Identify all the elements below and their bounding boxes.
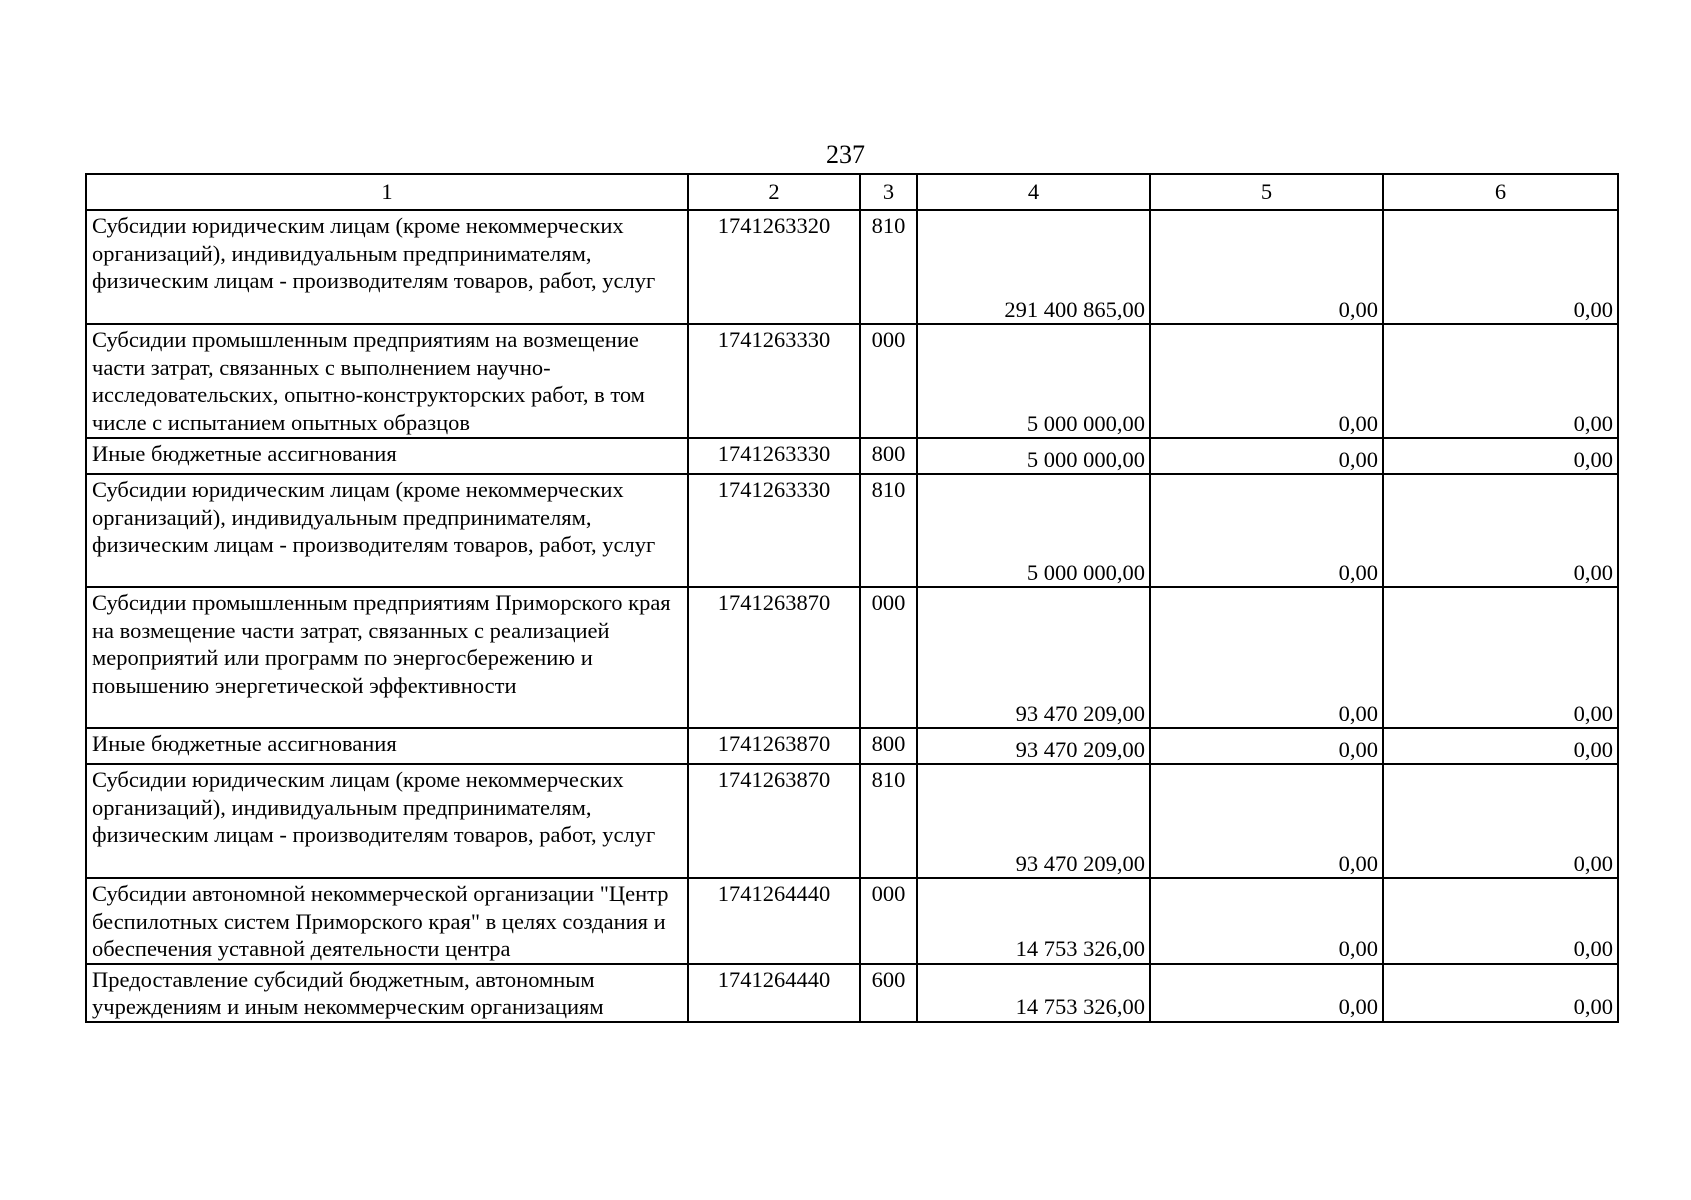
table-row	[86, 438, 1618, 474]
header-row	[86, 174, 1618, 210]
row-name: Иные бюджетные ассигнования	[86, 728, 688, 764]
row-value-5: 0,00	[1150, 587, 1383, 728]
column-header-5: 5	[1150, 174, 1383, 210]
row-code: 1741264440	[688, 878, 860, 964]
row-code: 1741263870	[688, 587, 860, 728]
table-row	[86, 210, 1618, 324]
row-type: 000	[860, 587, 917, 728]
row-value-4: 93 470 209,00	[917, 587, 1150, 728]
row-value-6: 0,00	[1383, 964, 1618, 1022]
row-value-4: 93 470 209,00	[917, 764, 1150, 878]
table-header	[86, 174, 1618, 210]
row-name: Субсидии промышленным предприятиям Приморского края на возмещение части затрат, связанных с реализацией мероприятий или программ по энергосбережению и повышению энергетической эффективности	[86, 587, 688, 728]
row-value-5: 0,00	[1150, 764, 1383, 878]
row-code: 1741263330	[688, 438, 860, 474]
row-value-4: 5 000 000,00	[917, 324, 1150, 438]
row-type: 810	[860, 474, 917, 587]
budget-table	[85, 173, 1619, 1023]
row-value-6: 0,00	[1383, 474, 1618, 587]
column-header-4: 4	[917, 174, 1150, 210]
row-name: Субсидии юридическим лицам (кроме некоммерческих организаций), индивидуальным предпринимателям, физическим лицам - производителям товаров, работ, услуг	[86, 764, 688, 878]
row-name: Субсидии юридическим лицам (кроме некоммерческих организаций), индивидуальным предпринимателям, физическим лицам - производителям товаров, работ, услуг	[86, 210, 688, 324]
row-value-5: 0,00	[1150, 878, 1383, 964]
column-header-6: 6	[1383, 174, 1618, 210]
row-name: Иные бюджетные ассигнования	[86, 438, 688, 474]
column-header-2: 2	[688, 174, 860, 210]
column-header-1: 1	[86, 174, 688, 210]
row-value-6: 0,00	[1383, 210, 1618, 324]
row-value-4: 291 400 865,00	[917, 210, 1150, 324]
row-code: 1741263320	[688, 210, 860, 324]
table-row	[86, 964, 1618, 1022]
row-name: Субсидии автономной некоммерческой организации "Центр беспилотных систем Приморского края" в целях создания и обеспечения уставной деятельности центра	[86, 878, 688, 964]
row-type: 810	[860, 764, 917, 878]
table-row	[86, 587, 1618, 728]
row-type: 800	[860, 728, 917, 764]
row-code: 1741263870	[688, 764, 860, 878]
column-header-3: 3	[860, 174, 917, 210]
table-row	[86, 324, 1618, 438]
page-number: 237	[826, 140, 865, 169]
table-row	[86, 878, 1618, 964]
row-value-4: 5 000 000,00	[917, 438, 1150, 474]
row-value-4: 14 753 326,00	[917, 964, 1150, 1022]
row-name: Субсидии промышленным предприятиям на возмещение части затрат, связанных с выполнением научно-исследовательских, опытно-конструкторских работ, в том числе с испытанием опытных образцов	[86, 324, 688, 438]
row-value-5: 0,00	[1150, 324, 1383, 438]
row-value-5: 0,00	[1150, 728, 1383, 764]
row-code: 1741263330	[688, 324, 860, 438]
table-row	[86, 474, 1618, 587]
row-value-6: 0,00	[1383, 764, 1618, 878]
row-value-6: 0,00	[1383, 324, 1618, 438]
table-row	[86, 764, 1618, 878]
row-value-5: 0,00	[1150, 438, 1383, 474]
row-value-4: 5 000 000,00	[917, 474, 1150, 587]
row-value-4: 93 470 209,00	[917, 728, 1150, 764]
row-code: 1741263330	[688, 474, 860, 587]
row-type: 000	[860, 324, 917, 438]
row-code: 1741264440	[688, 964, 860, 1022]
row-type: 800	[860, 438, 917, 474]
row-value-6: 0,00	[1383, 878, 1618, 964]
row-type: 810	[860, 210, 917, 324]
row-value-4: 14 753 326,00	[917, 878, 1150, 964]
row-type: 600	[860, 964, 917, 1022]
row-value-5: 0,00	[1150, 964, 1383, 1022]
row-value-6: 0,00	[1383, 728, 1618, 764]
table-body	[86, 210, 1618, 1022]
row-value-6: 0,00	[1383, 438, 1618, 474]
row-name: Предоставление субсидий бюджетным, автономным учреждениям и иным некоммерческим организациям	[86, 964, 688, 1022]
row-value-6: 0,00	[1383, 587, 1618, 728]
row-value-5: 0,00	[1150, 474, 1383, 587]
row-type: 000	[860, 878, 917, 964]
row-code: 1741263870	[688, 728, 860, 764]
row-name: Субсидии юридическим лицам (кроме некоммерческих организаций), индивидуальным предпринимателям, физическим лицам - производителям товаров, работ, услуг	[86, 474, 688, 587]
table-row	[86, 728, 1618, 764]
row-value-5: 0,00	[1150, 210, 1383, 324]
